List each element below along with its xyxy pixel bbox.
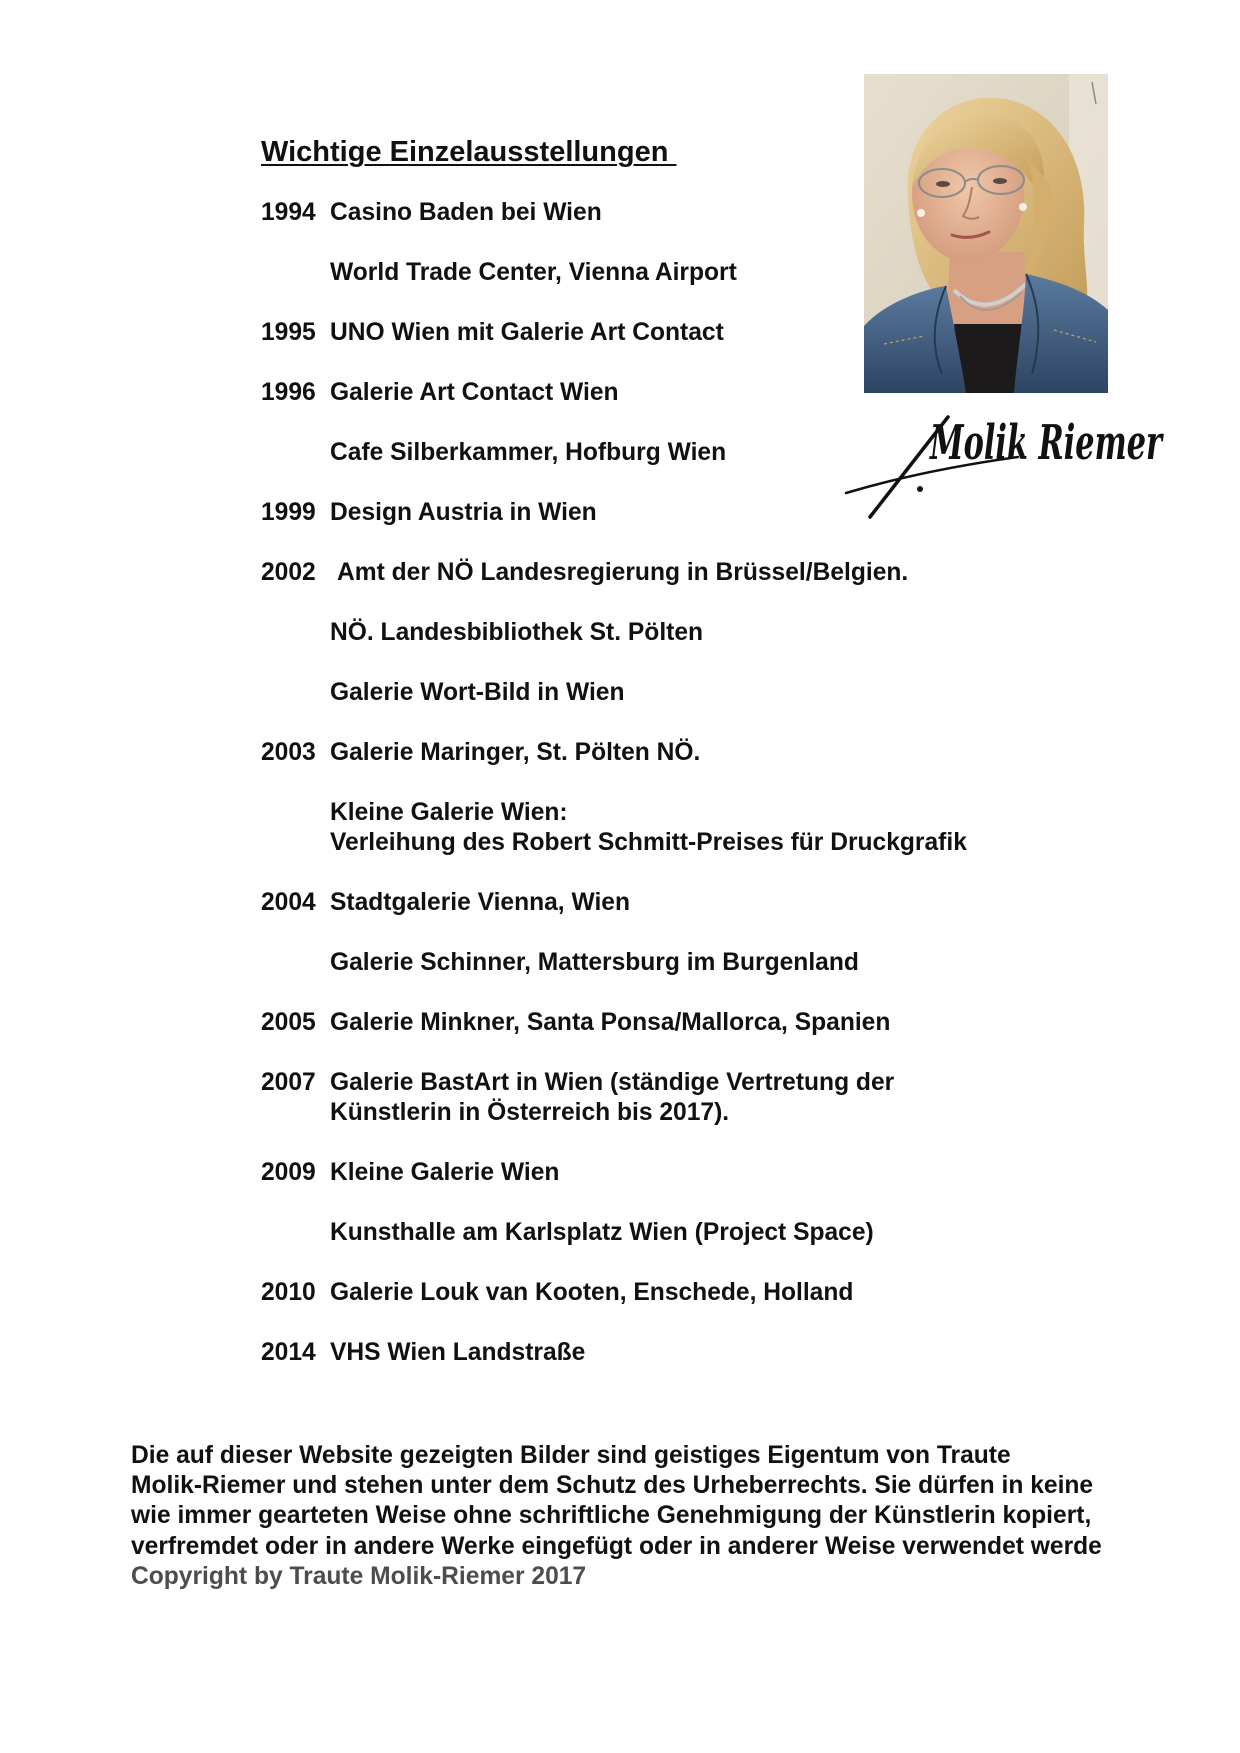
- exhibition-year: 2010: [261, 1279, 316, 1306]
- exhibition-entry: [261, 318, 967, 348]
- exhibition-line: Cafe Silberkammer, Hofburg Wien: [330, 439, 727, 466]
- exhibition-title: [330, 1008, 967, 1038]
- exhibition-line: Galerie Art Contact Wien: [330, 379, 619, 406]
- exhibition-title: [330, 798, 967, 858]
- exhibition-title: [330, 1278, 967, 1308]
- exhibition-year: 2003: [261, 739, 316, 766]
- exhibition-line: Stadtgalerie Vienna, Wien: [330, 889, 631, 916]
- exhibition-entry: [261, 198, 967, 228]
- exhibition-entry: [261, 678, 967, 708]
- exhibition-list: [261, 198, 967, 1398]
- exhibition-line: Galerie Louk van Kooten, Enschede, Holland: [330, 1279, 854, 1306]
- artist-portrait-photo: [864, 74, 1108, 393]
- exhibition-title: [330, 558, 967, 588]
- exhibition-year: 1996: [261, 379, 316, 406]
- exhibition-entry: [261, 1278, 967, 1308]
- exhibition-line: Galerie Schinner, Mattersburg im Burgenland: [330, 949, 859, 976]
- exhibition-year: 1994: [261, 199, 316, 226]
- exhibition-line: Amt der NÖ Landesregierung in Brüssel/Belgien.: [337, 559, 909, 586]
- exhibition-line: World Trade Center, Vienna Airport: [330, 259, 737, 286]
- exhibition-entry: [261, 888, 967, 918]
- exhibition-title: [330, 1068, 967, 1128]
- page-title: Wichtige Einzelausstellungen: [261, 136, 669, 168]
- exhibition-line: NÖ. Landesbibliothek St. Pölten: [330, 619, 704, 646]
- exhibition-line: Galerie Minkner, Santa Ponsa/Mallorca, Spanien: [330, 1009, 891, 1036]
- exhibition-title: [330, 738, 967, 768]
- exhibition-entry: [261, 1008, 967, 1038]
- exhibition-year: 2005: [261, 1009, 316, 1036]
- exhibition-line: Künstlerin in Österreich bis 2017).: [330, 1099, 730, 1126]
- notice-line: verfremdet oder in andere Werke eingefügt oder in anderer Weise verwendet werde: [131, 1532, 1102, 1560]
- signature-text: Molik Riemer: [928, 415, 1165, 471]
- exhibition-line: Galerie BastArt in Wien (ständige Vertretung der: [330, 1069, 895, 1096]
- notice-line: Molik-Riemer und stehen unter dem Schutz des Urheberrechts. Sie dürfen in keine: [131, 1472, 1094, 1500]
- exhibition-line: VHS Wien Landstraße: [330, 1339, 586, 1366]
- exhibition-line: Galerie Wort-Bild in Wien: [330, 679, 625, 706]
- exhibition-entry: [261, 948, 967, 978]
- exhibition-year: 2014: [261, 1339, 316, 1366]
- exhibition-line: Design Austria in Wien: [330, 499, 597, 526]
- exhibition-title: [330, 948, 967, 978]
- exhibition-entry: [261, 1158, 967, 1188]
- exhibition-year: 2004: [261, 889, 316, 916]
- exhibition-line: Galerie Maringer, St. Pölten NÖ.: [330, 739, 701, 766]
- exhibition-year: 2009: [261, 1159, 316, 1186]
- exhibition-title: [330, 888, 967, 918]
- exhibition-line: UNO Wien mit Galerie Art Contact: [330, 319, 724, 346]
- exhibition-title: [330, 618, 967, 648]
- copyright-line: Copyright by Traute Molik-Riemer 2017: [131, 1562, 587, 1590]
- exhibition-entry: [261, 258, 967, 288]
- exhibition-entry: [261, 1338, 967, 1368]
- exhibition-entry: [261, 798, 967, 858]
- exhibition-title: [330, 1338, 967, 1368]
- exhibition-line: Kunsthalle am Karlsplatz Wien (Project Space): [330, 1219, 874, 1246]
- exhibition-year: 1995: [261, 319, 316, 346]
- exhibition-year: 2002: [261, 559, 316, 586]
- exhibition-entry: [261, 1218, 967, 1248]
- exhibition-title: [330, 1158, 967, 1188]
- exhibition-entry: [261, 1068, 967, 1128]
- exhibition-entry: [261, 738, 967, 768]
- exhibition-title: [330, 678, 967, 708]
- exhibition-title: [330, 1218, 967, 1248]
- signature: [840, 395, 1170, 525]
- exhibition-entry: [261, 558, 967, 588]
- exhibition-line: Kleine Galerie Wien: [330, 1159, 560, 1186]
- exhibition-line: Casino Baden bei Wien: [330, 199, 602, 226]
- exhibition-year: 2007: [261, 1069, 316, 1096]
- copyright-notice: [131, 1441, 1113, 1592]
- notice-line: wie immer gearteten Weise ohne schriftliche Genehmigung der Künstlerin kopiert,: [131, 1502, 1092, 1530]
- notice-line: Die auf dieser Website gezeigten Bilder sind geistiges Eigentum von Traute: [131, 1442, 1011, 1469]
- exhibition-line: Verleihung des Robert Schmitt-Preises für Druckgrafik: [330, 829, 967, 856]
- exhibition-entry: [261, 618, 967, 648]
- exhibition-line: Kleine Galerie Wien:: [330, 799, 568, 826]
- exhibition-year: 1999: [261, 499, 316, 526]
